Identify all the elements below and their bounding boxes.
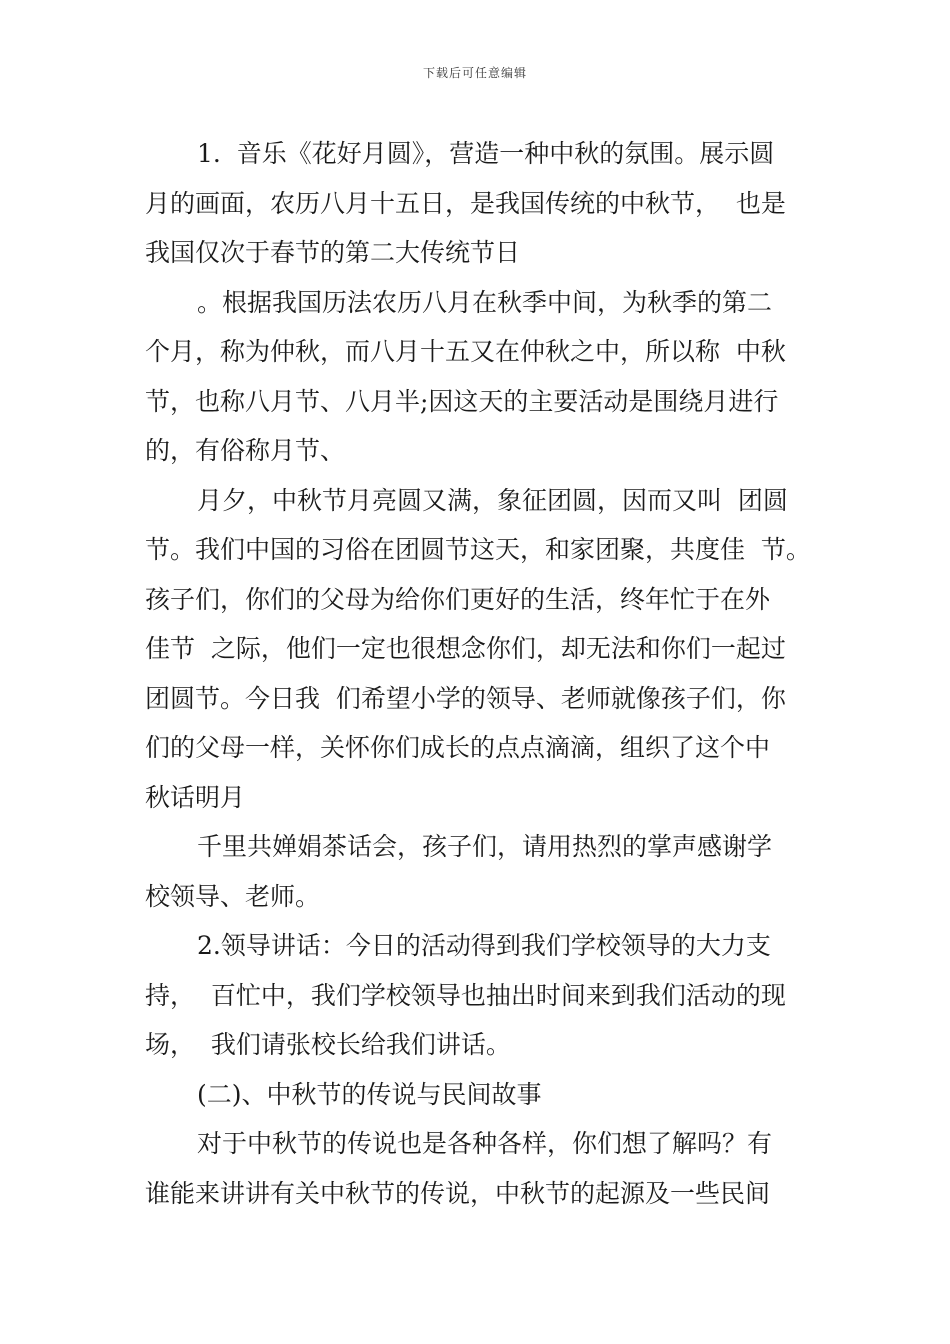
text-line: 团圆节。今日我 们希望小学的领导、老师就像孩子们，你 [145,683,786,713]
text-line: (二)、中秋节的传说与民间故事 [197,1079,542,1109]
text-line: 1. 音乐《花好月圆》，营造一种中秋的氛围。展示圆 [197,139,775,168]
text-line: 节。我们中国的习俗在团圆节这天，和家团聚，共度佳 节。 [145,535,811,564]
text-line: 佳节 之际，他们一定也很想念你们，却无法和你们一起过 [145,634,786,663]
text-line: 对于中秋节的传说也是各种各样，你们想了解吗？有 [197,1129,773,1158]
document-body [145,129,815,1218]
text-line: 月夕，中秋节月亮圆又满，象征团圆，因而又叫 团圆 [197,485,788,515]
text-line: 千里共婵娟茶话会，孩子们，请用热烈的掌声感谢学 [197,832,773,861]
text-line: 校领导、老师。 [145,881,321,911]
text-line: 持， 百忙中，我们学校领导也抽出时间来到我们活动的现 [145,980,786,1010]
text-line: 个月，称为仲秋，而八月十五又在仲秋之中，所以称 中秋 [145,337,786,366]
text-line: 月的画面，农历八月十五日，是我国传统的中秋节， 也是 [145,188,786,218]
text-line: 谁能来讲讲有关中秋节的传说，中秋节的起源及一些民间 [145,1178,771,1208]
text-line: 。根据我国历法农历八月在秋季中间，为秋季的第二 [197,287,773,317]
page-header: 下载后可任意编辑 [422,66,527,80]
text-line: 的，有俗称月节、 [145,436,346,465]
text-line: 们的父母一样，关怀你们成长的点点滴滴，组织了这个中 [145,733,771,762]
text-line: 我国仅次于春节的第二大传统节日 [145,238,521,267]
text-line: 节，也称八月节、八月半;因这天的主要活动是围绕月进行 [145,386,779,416]
text-line: 场， 我们请张校长给我们讲话。 [145,1030,511,1059]
text-line: 秋话明月 [145,782,246,812]
text-line: 2.领导讲话：今日的活动得到我们学校领导的大力支 [197,931,771,960]
text-line: 孩子们，你们的父母为给你们更好的生活，终年忙于在外 [145,584,771,614]
